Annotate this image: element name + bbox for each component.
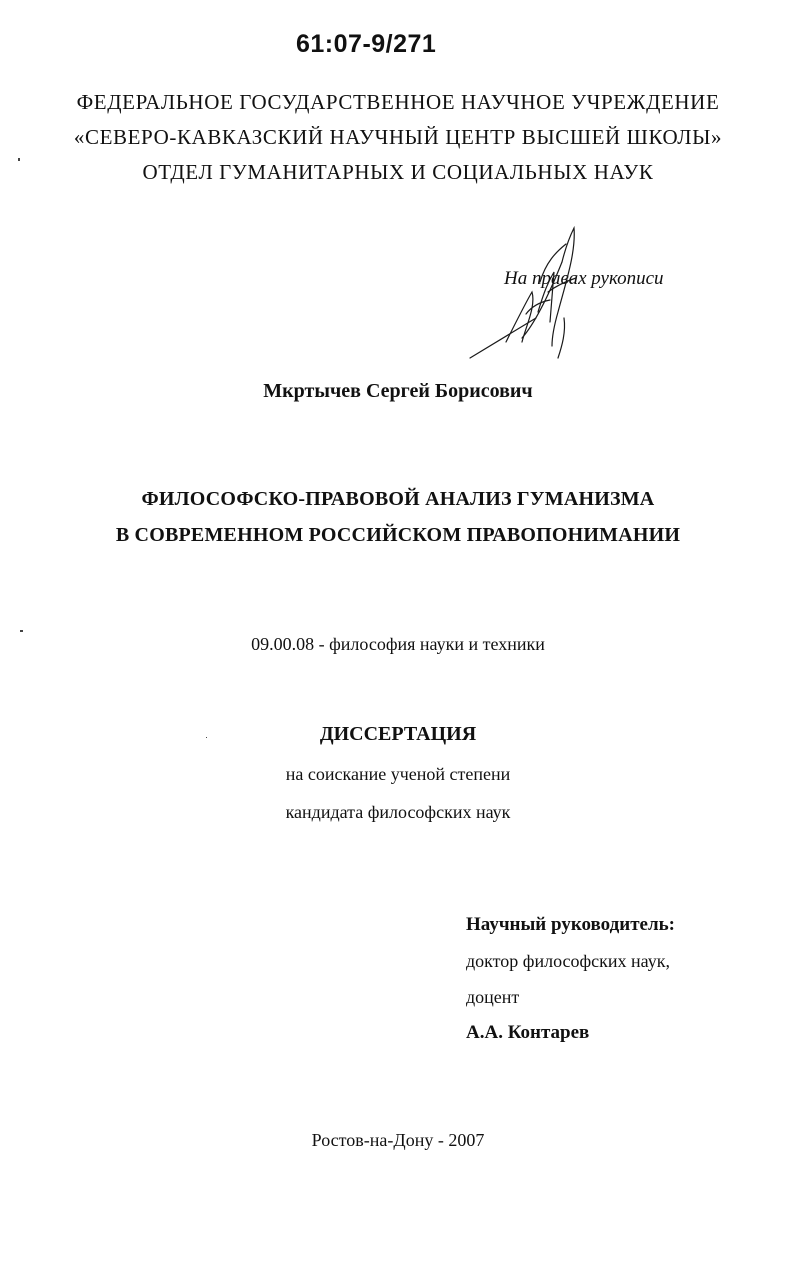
degree-line-1: на соискание ученой степени xyxy=(285,764,511,784)
institution-line-1: ФЕДЕРАЛЬНОЕ ГОСУДАРСТВЕННОЕ НАУЧНОЕ УЧРЕЖДЕНИЕ xyxy=(76,90,720,114)
place-and-year: Ростов-на-Дону - 2007 xyxy=(311,1130,485,1150)
document-type: ДИССЕРТАЦИЯ xyxy=(319,723,477,745)
supervisor-title: доцент xyxy=(466,987,520,1007)
scan-speck xyxy=(18,158,20,161)
manuscript-rights-note: На правах рукописи xyxy=(504,268,664,289)
dissertation-title-line-2: В СОВРЕМЕННОМ РОССИЙСКОМ ПРАВОПОНИМАНИИ xyxy=(115,524,681,546)
handwritten-signature xyxy=(466,222,586,362)
supervisor-degree: доктор философских наук, xyxy=(466,951,670,971)
scan-speck xyxy=(206,737,207,738)
specialty-code: 09.00.08 - философия науки и техники xyxy=(251,634,545,654)
dissertation-title-line-1: ФИЛОСОФСКО-ПРАВОВОЙ АНАЛИЗ ГУМАНИЗМА xyxy=(141,488,655,510)
institution-line-2: «СЕВЕРО-КАВКАЗСКИЙ НАУЧНЫЙ ЦЕНТР ВЫСШЕЙ ШКОЛЫ» xyxy=(73,125,723,149)
scan-speck xyxy=(20,630,23,632)
supervisor-name: А.А. Контарев xyxy=(466,1022,590,1043)
institution-line-3: ОТДЕЛ ГУМАНИТАРНЫХ И СОЦИАЛЬНЫХ НАУК xyxy=(142,160,654,184)
degree-line-2: кандидата философских наук xyxy=(285,802,511,822)
author-name: Мкртычев Сергей Борисович xyxy=(263,380,533,402)
supervisor-heading: Научный руководитель: xyxy=(466,914,675,935)
archive-stamp: 61:07-9/271 xyxy=(296,30,437,58)
